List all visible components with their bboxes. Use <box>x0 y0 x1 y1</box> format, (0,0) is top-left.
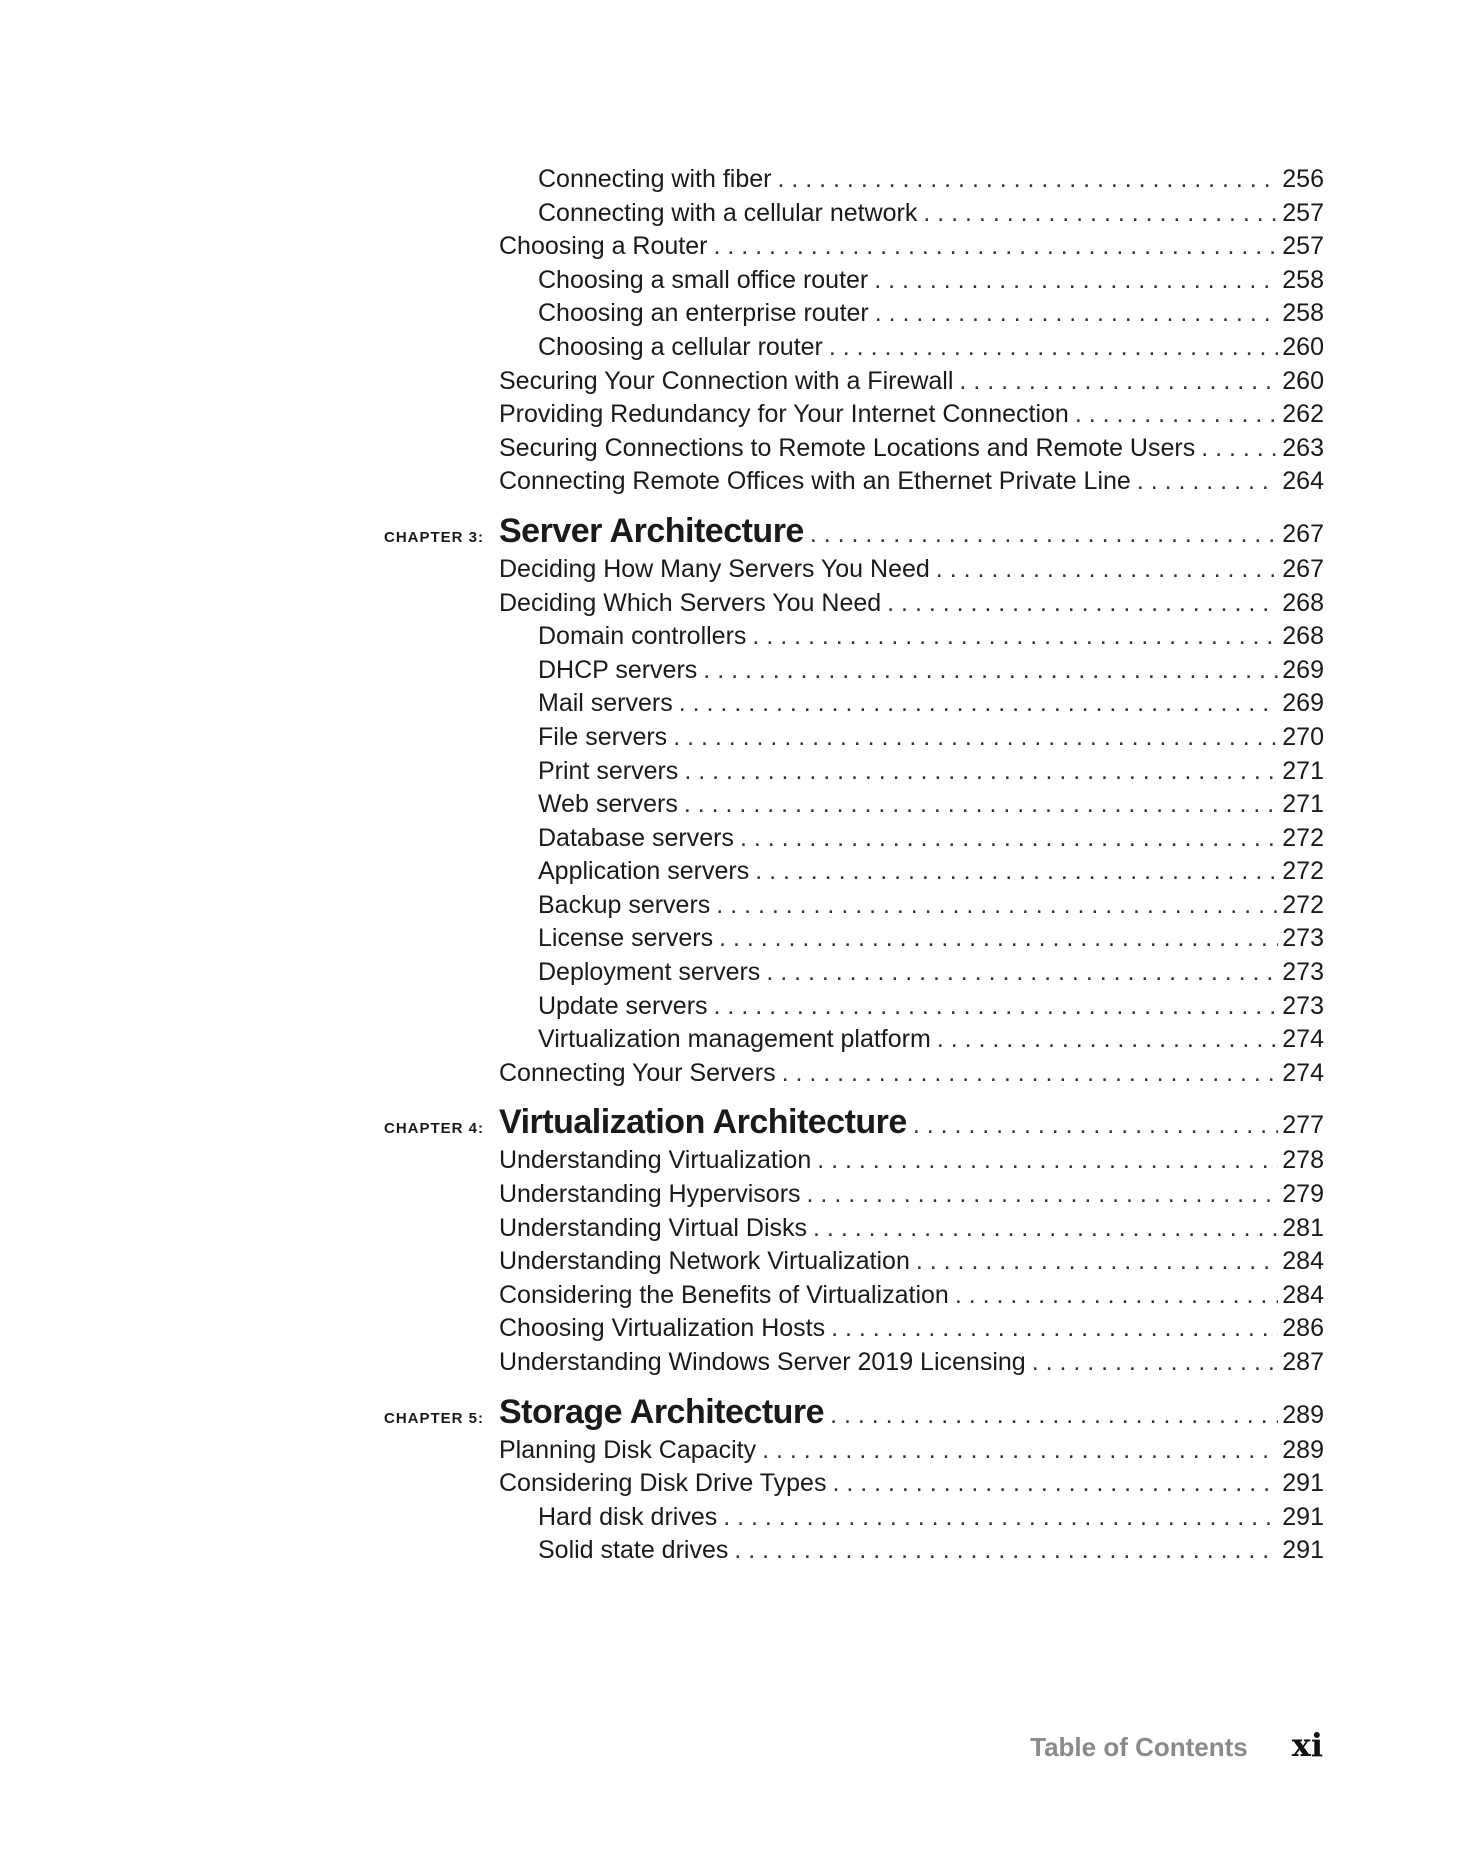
subsection-entry <box>384 687 1324 721</box>
dot-leader <box>766 956 1278 990</box>
dot-leader <box>777 163 1278 197</box>
entry-title: License servers <box>538 924 714 953</box>
entry-title: Providing Redundancy for Your Internet Connection <box>499 400 1069 429</box>
entry-title: Understanding Network Virtualization <box>499 1247 910 1276</box>
entry-title: Choosing an enterprise router <box>538 299 869 328</box>
dot-leader <box>762 1434 1278 1468</box>
dot-leader <box>703 654 1278 688</box>
entry-page-number: 257 <box>1282 198 1324 227</box>
page-footer <box>1030 1726 1323 1764</box>
dot-leader <box>936 553 1278 587</box>
entry-title: Understanding Windows Server 2019 Licensing <box>499 1348 1026 1376</box>
entry-title: Print servers <box>538 756 679 785</box>
entry-title: Update servers <box>538 991 708 1020</box>
entry-page-number: 272 <box>1282 823 1324 852</box>
entry-page-number: 267 <box>1282 519 1324 548</box>
entry-page-number: 258 <box>1282 265 1324 294</box>
dot-leader <box>755 855 1278 889</box>
entry-page-number: 279 <box>1282 1180 1324 1209</box>
section-entry <box>384 1178 1324 1212</box>
table-of-contents <box>384 163 1324 1568</box>
entry-page-number: 270 <box>1282 722 1324 751</box>
subsection-entry <box>384 1501 1324 1535</box>
entry-title: Considering Disk Drive Types <box>499 1469 827 1498</box>
entry-title: Connecting with a cellular network <box>538 198 918 227</box>
section-entry <box>384 1245 1324 1279</box>
entry-title: Backup servers <box>538 890 711 919</box>
entry-page-number: 260 <box>1282 332 1324 361</box>
entry-page-number: 289 <box>1282 1400 1324 1429</box>
subsection-entry <box>384 197 1324 231</box>
dot-leader <box>723 1501 1278 1535</box>
chapter-label: CHAPTER 3: <box>384 528 485 546</box>
entry-page-number: 272 <box>1282 857 1324 886</box>
entry-page-number: 256 <box>1282 165 1324 193</box>
subsection-entry <box>384 264 1324 298</box>
section-entry <box>384 587 1324 621</box>
dot-leader <box>752 620 1278 654</box>
subsection-entry <box>384 755 1324 789</box>
dot-leader <box>916 1245 1278 1279</box>
subsection-entry <box>384 331 1324 365</box>
subsection-entry <box>384 620 1324 654</box>
entry-page-number: 289 <box>1282 1435 1324 1464</box>
dot-leader <box>684 788 1278 822</box>
dot-leader <box>673 721 1278 755</box>
entry-title: Solid state drives <box>538 1536 729 1565</box>
entry-title: Deployment servers <box>538 958 761 987</box>
entry-page-number: 271 <box>1282 790 1324 819</box>
entry-title: Connecting with fiber <box>538 165 772 193</box>
dot-leader <box>923 197 1278 231</box>
dot-leader <box>831 1312 1278 1346</box>
dot-leader <box>719 922 1278 956</box>
chapter-title: Storage Architecture <box>499 1392 825 1431</box>
entry-title: Understanding Virtualization <box>499 1146 812 1175</box>
section-entry <box>384 1312 1324 1346</box>
dot-leader <box>734 1534 1278 1568</box>
entry-title: Considering the Benefits of Virtualization <box>499 1280 949 1309</box>
entry-page-number: 278 <box>1282 1146 1324 1175</box>
entry-page-number: 273 <box>1282 991 1324 1020</box>
entry-page-number: 268 <box>1282 622 1324 651</box>
section-entry <box>384 465 1324 499</box>
entry-title: Securing Your Connection with a Firewall <box>499 366 954 395</box>
entry-title: Database servers <box>538 823 734 852</box>
entry-page-number: 269 <box>1282 655 1324 684</box>
entry-title: Choosing a cellular router <box>538 332 823 361</box>
dot-leader <box>713 230 1278 264</box>
chapter-entry <box>384 1102 1324 1142</box>
subsection-entry <box>384 990 1324 1024</box>
entry-page-number: 284 <box>1282 1247 1324 1276</box>
dot-leader <box>913 1105 1278 1145</box>
entry-page-number: 260 <box>1282 366 1324 395</box>
entry-page-number: 262 <box>1282 400 1324 429</box>
dot-leader <box>782 1057 1279 1091</box>
dot-leader <box>955 1279 1278 1313</box>
entry-title: Connecting Remote Offices with an Ethernet Private Line <box>499 467 1131 496</box>
section-entry <box>384 365 1324 399</box>
section-entry <box>384 1434 1324 1468</box>
section-entry <box>384 1279 1324 1313</box>
subsection-entry <box>384 163 1324 197</box>
subsection-entry <box>384 721 1324 755</box>
section-entry <box>384 1467 1324 1501</box>
entry-page-number: 291 <box>1282 1502 1324 1531</box>
dot-leader <box>887 587 1278 621</box>
entry-page-number: 284 <box>1282 1280 1324 1309</box>
entry-title: Application servers <box>538 857 750 886</box>
dot-leader <box>1032 1346 1279 1380</box>
entry-title: DHCP servers <box>538 655 698 684</box>
entry-page-number: 269 <box>1282 689 1324 718</box>
subsection-entry <box>384 654 1324 688</box>
dot-leader <box>830 1395 1278 1435</box>
entry-page-number: 264 <box>1282 467 1324 496</box>
dot-leader <box>874 264 1278 298</box>
subsection-entry <box>384 956 1324 990</box>
entry-page-number: 286 <box>1282 1314 1324 1343</box>
dot-leader <box>679 687 1279 721</box>
entry-title: Web servers <box>538 790 678 819</box>
entry-title: Virtualization management platform <box>538 1025 931 1054</box>
entry-page-number: 291 <box>1282 1536 1324 1565</box>
section-entry <box>384 1057 1324 1091</box>
entry-title: Understanding Hypervisors <box>499 1180 801 1209</box>
entry-title: Choosing Virtualization Hosts <box>499 1314 826 1343</box>
subsection-entry <box>384 788 1324 822</box>
section-entry <box>384 1212 1324 1246</box>
dot-leader <box>1201 432 1278 466</box>
entry-title: Connecting Your Servers <box>499 1058 776 1087</box>
chapter-title: Virtualization Architecture <box>499 1103 907 1142</box>
dot-leader <box>807 1178 1279 1212</box>
section-entry <box>384 432 1324 466</box>
subsection-entry <box>384 1534 1324 1568</box>
entry-title: Choosing a small office router <box>538 265 869 294</box>
section-entry <box>384 1346 1324 1380</box>
entry-page-number: 257 <box>1282 232 1324 261</box>
subsection-entry <box>384 297 1324 331</box>
dot-leader <box>829 331 1278 365</box>
chapter-label: CHAPTER 5: <box>384 1409 485 1427</box>
entry-page-number: 273 <box>1282 924 1324 953</box>
entry-title: Deciding How Many Servers You Need <box>499 554 930 583</box>
chapter-label: CHAPTER 4: <box>384 1120 485 1138</box>
entry-title: Deciding Which Servers You Need <box>499 588 882 617</box>
section-entry <box>384 398 1324 432</box>
chapter-title: Server Architecture <box>499 511 804 550</box>
entry-title: Choosing a Router <box>499 232 708 261</box>
dot-leader <box>714 990 1279 1024</box>
chapter-entry <box>384 1392 1324 1432</box>
chapter-entry <box>384 511 1324 551</box>
entry-page-number: 281 <box>1282 1213 1324 1242</box>
dot-leader <box>817 1144 1278 1178</box>
dot-leader <box>875 297 1279 331</box>
entry-page-number: 291 <box>1282 1469 1324 1498</box>
entry-title: File servers <box>538 722 668 751</box>
dot-leader <box>937 1023 1278 1057</box>
subsection-entry <box>384 822 1324 856</box>
entry-page-number: 267 <box>1282 554 1324 583</box>
dot-leader <box>1075 398 1278 432</box>
dot-leader <box>716 889 1278 923</box>
subsection-entry <box>384 1023 1324 1057</box>
subsection-entry <box>384 889 1324 923</box>
section-entry <box>384 1144 1324 1178</box>
dot-leader <box>740 822 1278 856</box>
entry-title: Securing Connections to Remote Locations and Remote Users <box>499 433 1196 462</box>
entry-title: Domain controllers <box>538 622 747 651</box>
entry-page-number: 268 <box>1282 588 1324 617</box>
subsection-entry <box>384 922 1324 956</box>
entry-page-number: 272 <box>1282 890 1324 919</box>
subsection-entry <box>384 855 1324 889</box>
entry-page-number: 274 <box>1282 1025 1324 1054</box>
dot-leader <box>684 755 1278 789</box>
entry-page-number: 274 <box>1282 1058 1324 1087</box>
dot-leader <box>1137 465 1278 499</box>
entry-page-number: 258 <box>1282 299 1324 328</box>
entry-page-number: 277 <box>1282 1111 1324 1140</box>
footer-page-number: xi <box>1291 1726 1323 1764</box>
section-entry <box>384 230 1324 264</box>
dot-leader <box>832 1467 1278 1501</box>
entry-page-number: 273 <box>1282 958 1324 987</box>
dot-leader <box>959 365 1278 399</box>
dot-leader <box>813 1212 1278 1246</box>
dot-leader <box>810 514 1278 554</box>
entry-title: Planning Disk Capacity <box>499 1435 757 1464</box>
entry-title: Understanding Virtual Disks <box>499 1213 808 1242</box>
entry-title: Hard disk drives <box>538 1502 718 1531</box>
entry-page-number: 287 <box>1282 1348 1324 1376</box>
entry-page-number: 263 <box>1282 433 1324 462</box>
footer-section-title: Table of Contents <box>1030 1732 1248 1762</box>
entry-title: Mail servers <box>538 689 673 718</box>
entry-page-number: 271 <box>1282 756 1324 785</box>
section-entry <box>384 553 1324 587</box>
